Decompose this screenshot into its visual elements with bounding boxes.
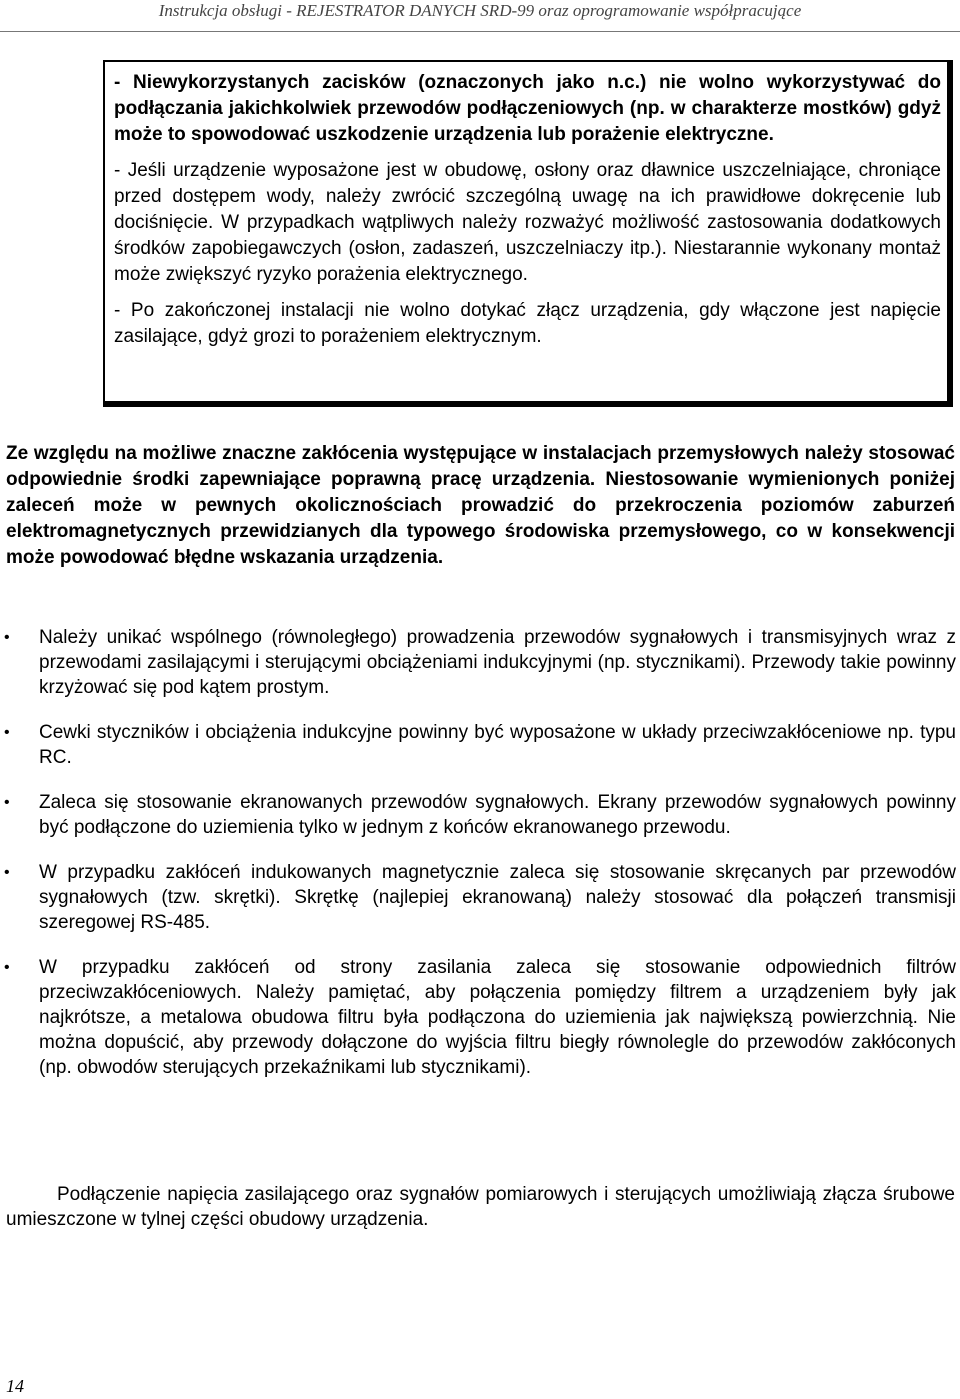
list-item bbox=[0, 790, 956, 840]
warning-box bbox=[103, 60, 953, 407]
page-number: 14 bbox=[6, 1376, 24, 1396]
header-divider bbox=[0, 31, 960, 32]
recommendations-list bbox=[0, 625, 960, 1100]
list-item bbox=[0, 955, 956, 1080]
connection-note: Podłączenie napięcia zasilającego oraz sygnałów pomiarowych i sterujących umożliwiają złącza śrubowe umieszczone w tylnej części obudowy urządzenia. bbox=[6, 1184, 955, 1230]
list-item-text: Zaleca się stosowanie ekranowanych przewodów sygnałowych. Ekrany przewodów sygnałowych powinny być podłączone do uziemienia tylko w jednym z końców ekranowanego przewodu. bbox=[39, 792, 956, 838]
list-item-text: W przypadku zakłóceń od strony zasilania zaleca się stosowanie odpowiednich filtrów przeciwzakłóceniowych. Należy pamiętać, aby połączenia pomiędzy filtrem a urządzeniem były jak najkrótsze, a metalowa obudowa filtru była podłączona do uziemienia jak największą powierzchnią. Nie można dopuścić, aby przewody dołączone do wyjścia filtru biegły równolegle do przewodów zakłóconych (np. obwodów sterujących przekaźnikami lub stycznikami). bbox=[39, 957, 956, 1078]
emc-notice: Ze względu na możliwe znaczne zakłócenia występujące w instalacjach przemysłowych należy stosować odpowiednie środki zapewniające poprawną pracę urządzenia. Niestosowanie wymienionych poniżej zaleceń może w pewnych okolicznościach prowadzić do przekroczenia poziomów zaburzeń elektromagnetycznych przewidzianych dla typowego środowiska przemysłowego, co w konsekwencji może powodować błędne wskazania urządzenia. bbox=[6, 443, 955, 568]
warning-enclosure-seals: - Jeśli urządzenie wyposażone jest w obudowę, osłony oraz dławnice uszczelniające, chroniące przed dostępem wody, należy zwrócić szczególną uwagę na ich prawidłowe dokręcenie lub dociśnięcie. W przypadkach wątpliwych należy rozważyć możliwość zastosowania dodatkowych środków zapobiegawczych (osłon, zadaszeń, uszczelniaczy itp.). Niestarannie wykonany montaż może zwiększyć ryzyko porażenia elektrycznego. bbox=[114, 160, 941, 285]
list-item bbox=[0, 720, 956, 770]
bullet-icon: • bbox=[4, 864, 10, 881]
list-item bbox=[0, 860, 956, 935]
bullet-icon: • bbox=[4, 959, 10, 976]
document-title: Instrukcja obsługi - REJESTRATOR DANYCH SRD-99 oraz oprogramowanie współpracujące bbox=[158, 1, 802, 20]
list-item bbox=[0, 625, 956, 700]
warning-unused-terminals: - Niewykorzystanych zacisków (oznaczonych jako n.c.) nie wolno wykorzystywać do podłączania jakichkolwiek przewodów podłączeniowych (np. w charakterze mostków) gdyż może to spowodować uszkodzenie urządzenia lub porażenie elektryczne. bbox=[114, 72, 941, 145]
bullet-icon: • bbox=[4, 629, 10, 646]
page-header bbox=[0, 0, 960, 26]
bullet-icon: • bbox=[4, 724, 10, 741]
list-item-text: Cewki styczników i obciążenia indukcyjne powinny być wyposażone w układy przeciwzakłóceniowe np. typu RC. bbox=[39, 722, 956, 768]
list-item-text: W przypadku zakłóceń indukowanych magnetycznie zaleca się stosowanie skręcanych par przewodów sygnałowych (tzw. skrętki). Skrętkę (najlepiej ekranowaną) należy stosować dla połączeń transmisji szeregowej RS-485. bbox=[39, 862, 956, 933]
warning-supply-voltage: - Po zakończonej instalacji nie wolno dotykać złącz urządzenia, gdy włączone jest napięcie zasilające, gdyż grozi to porażeniem elektrycznym. bbox=[114, 300, 941, 347]
bullet-icon: • bbox=[4, 794, 10, 811]
list-item-text: Należy unikać wspólnego (równoległego) prowadzenia przewodów sygnałowych i transmisyjnych wraz z przewodami zasilającymi i sterującymi obciążeniami indukcyjnymi (np. stycznikami). Przewody takie powinny krzyżować się pod kątem prostym. bbox=[39, 627, 956, 698]
